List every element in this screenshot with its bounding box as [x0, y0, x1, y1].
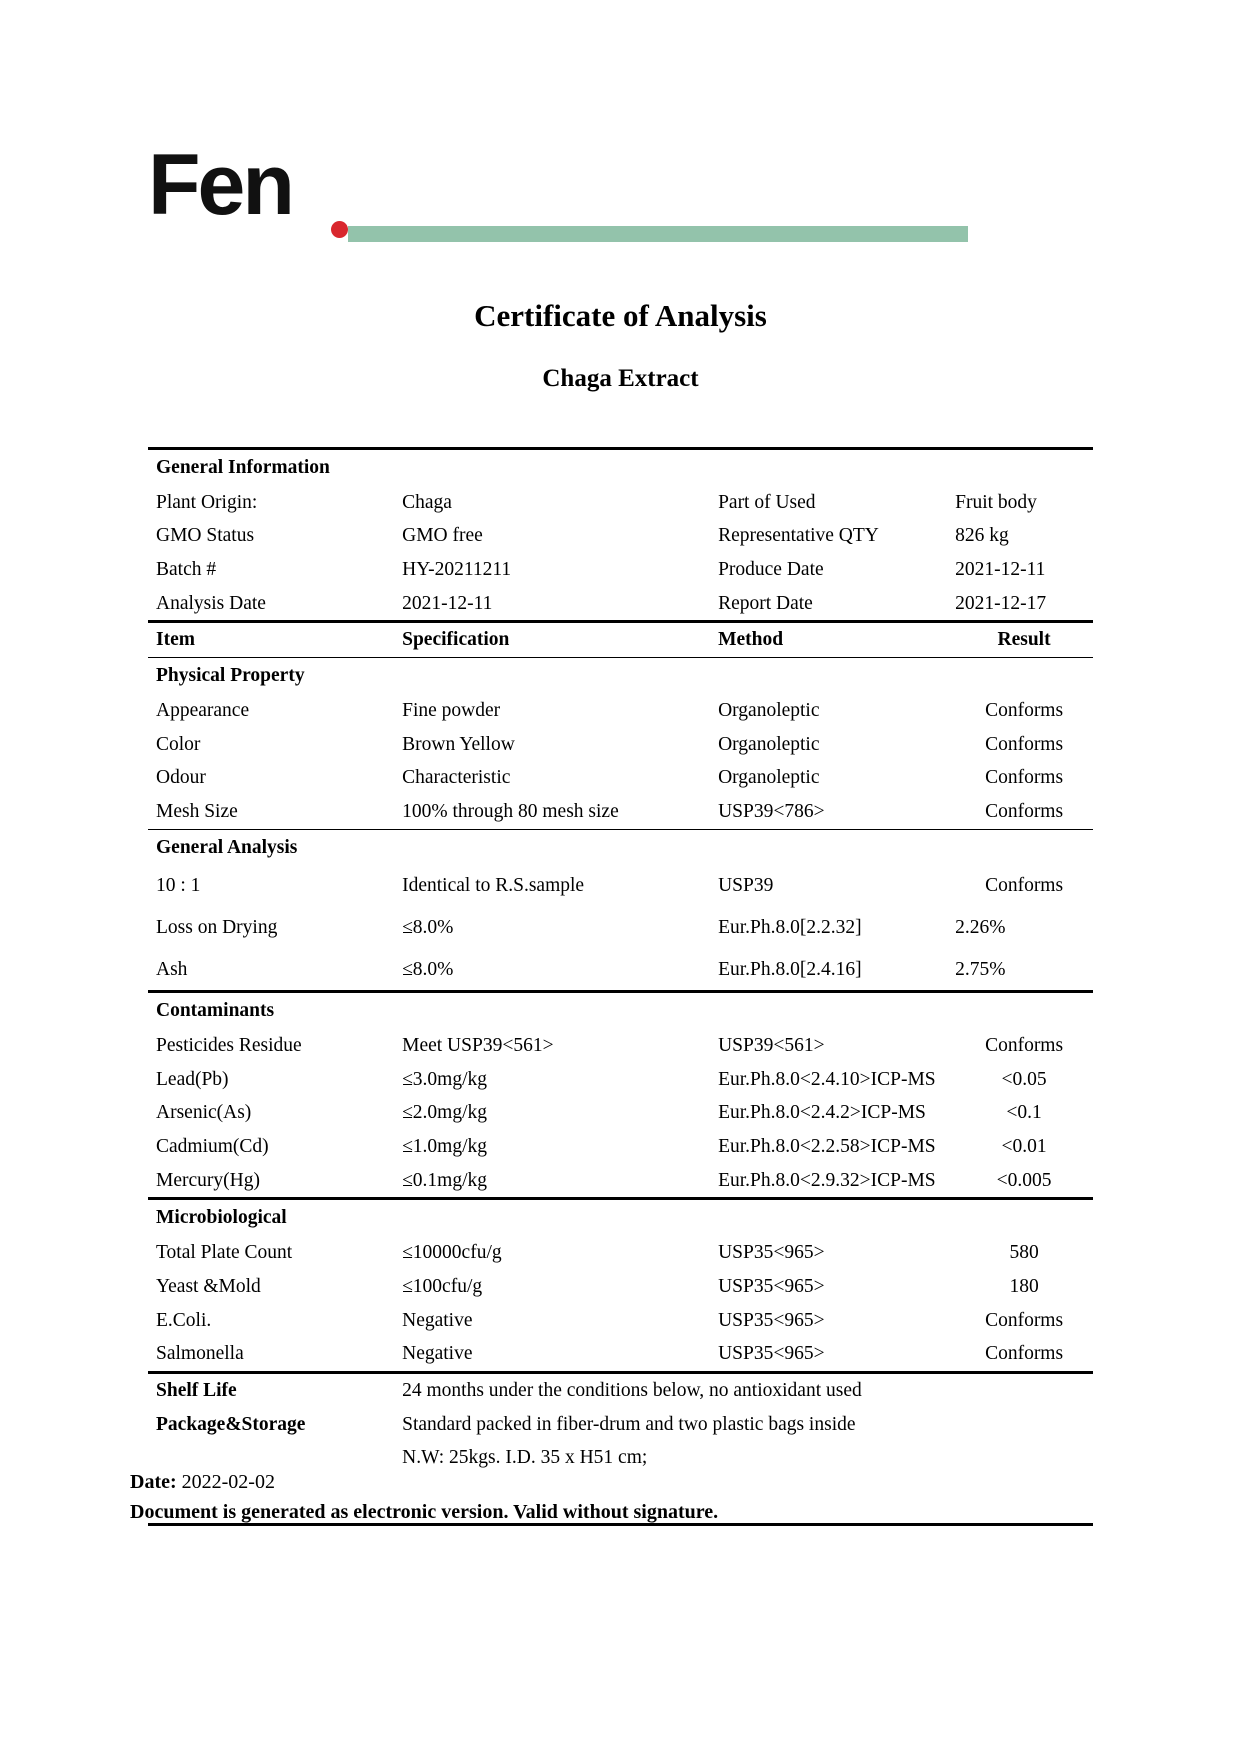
section-title: General Analysis — [148, 829, 402, 865]
logo-dot-icon — [331, 221, 348, 238]
shelf-life-row — [148, 1372, 1093, 1407]
item-name: Yeast &Mold — [156, 1275, 261, 1297]
field-label: Report Date — [718, 592, 813, 614]
table-row — [148, 907, 1093, 949]
item-name: Mercury(Hg) — [156, 1169, 260, 1191]
package-storage-value-2: N.W: 25kgs. I.D. 35 x H51 cm; — [402, 1447, 648, 1469]
item-result: Conforms — [985, 699, 1064, 721]
field-value: 2021-12-11 — [402, 592, 493, 614]
item-name: Pesticides Residue — [156, 1035, 302, 1056]
field-label: GMO Status — [156, 525, 255, 547]
table-row — [148, 795, 1093, 829]
item-spec: ≤8.0% — [402, 958, 454, 980]
field-value: 826 kg — [955, 525, 1009, 547]
document-footer — [130, 1467, 1130, 1527]
item-spec: Fine powder — [402, 699, 501, 721]
item-spec: ≤3.0mg/kg — [402, 1068, 488, 1090]
item-name: Odour — [156, 767, 206, 789]
shelf-life-label: Shelf Life — [148, 1372, 402, 1407]
package-storage-value: Standard packed in fiber-drum and two plastic bags inside — [402, 1413, 856, 1435]
item-spec: Meet USP39<561> — [402, 1035, 554, 1056]
column-header-result: Result — [955, 622, 1093, 658]
section-header-general-analysis — [148, 829, 1093, 865]
table-row — [148, 1063, 1093, 1097]
item-method: USP39<786> — [718, 800, 825, 822]
field-label: Plant Origin: — [156, 491, 258, 513]
field-value: GMO free — [402, 525, 483, 547]
logo-wordmark: Fen — [148, 137, 292, 233]
item-spec: ≤100cfu/g — [402, 1275, 483, 1297]
item-name: Ash — [156, 958, 188, 980]
table-row — [148, 486, 1093, 520]
table-row — [148, 519, 1093, 553]
section-header-contaminants — [148, 992, 1093, 1029]
item-spec: Negative — [402, 1309, 473, 1331]
item-method: USP35<965> — [718, 1275, 825, 1297]
item-method: Eur.Ph.8.0<2.9.32>ICP-MS — [718, 1169, 936, 1191]
logo-bar-icon — [348, 226, 968, 242]
item-method: USP39<561> — [718, 1035, 825, 1056]
item-spec: Negative — [402, 1343, 473, 1365]
table-row — [148, 1164, 1093, 1199]
field-value: 2021-12-17 — [955, 592, 1047, 614]
item-method: Eur.Ph.8.0<2.4.2>ICP-MS — [718, 1102, 926, 1124]
section-title: Physical Property — [148, 658, 402, 694]
page-title: Certificate of Analysis — [474, 298, 767, 333]
item-name: E.Coli. — [156, 1309, 212, 1331]
table-row — [148, 1304, 1093, 1338]
footer-date-line — [130, 1467, 1130, 1497]
item-result: 2.75% — [955, 958, 1006, 980]
item-spec: ≤10000cfu/g — [402, 1242, 502, 1264]
item-method: Eur.Ph.8.0[2.4.16] — [718, 958, 862, 980]
item-result: Conforms — [985, 1035, 1064, 1056]
item-name: Mesh Size — [156, 800, 238, 822]
field-label: Part of Used — [718, 491, 816, 513]
package-storage-label: Package&Storage — [156, 1413, 306, 1435]
item-name: Lead(Pb) — [156, 1068, 229, 1090]
field-value: HY-20211211 — [402, 559, 512, 581]
table-row — [148, 553, 1093, 587]
item-method: USP35<965> — [718, 1309, 825, 1331]
item-result: Conforms — [985, 1343, 1064, 1365]
item-result: Conforms — [985, 1309, 1064, 1331]
item-name: Salmonella — [156, 1343, 244, 1365]
item-name: Arsenic(As) — [156, 1102, 252, 1124]
item-method: Organoleptic — [718, 767, 820, 789]
section-title: General Information — [148, 449, 402, 486]
footer-note: Document is generated as electronic version. Valid without signature. — [130, 1501, 719, 1523]
item-method: USP39 — [718, 875, 774, 897]
field-label: Produce Date — [718, 559, 824, 581]
table-row — [148, 1270, 1093, 1304]
table-row — [148, 949, 1093, 992]
item-result: <0.005 — [996, 1169, 1052, 1191]
table-row — [148, 1029, 1093, 1063]
item-method: Organoleptic — [718, 733, 820, 755]
field-label: Batch # — [156, 559, 217, 581]
page-subtitle: Chaga Extract — [542, 365, 699, 392]
item-spec: Identical to R.S.sample — [402, 875, 585, 897]
item-spec: ≤8.0% — [402, 916, 454, 938]
item-result: 580 — [1009, 1242, 1039, 1264]
package-storage-row — [148, 1408, 1093, 1442]
company-logo — [148, 137, 838, 248]
item-name: Cadmium(Cd) — [156, 1136, 269, 1158]
item-name: 10 : 1 — [156, 875, 201, 897]
item-method: Eur.Ph.8.0<2.4.10>ICP-MS — [718, 1068, 936, 1090]
item-result: <0.1 — [1006, 1102, 1042, 1124]
table-row — [148, 1130, 1093, 1164]
item-spec: ≤0.1mg/kg — [402, 1169, 488, 1191]
field-value: Chaga — [402, 491, 452, 513]
coa-table — [148, 447, 1093, 1526]
field-label: Representative QTY — [718, 525, 879, 547]
item-spec: 100% through 80 mesh size — [402, 800, 619, 822]
shelf-life-value: 24 months under the conditions below, no antioxidant used — [402, 1372, 1093, 1407]
section-header-physical-property — [148, 658, 1093, 694]
item-result: 180 — [1009, 1275, 1039, 1297]
item-method: USP35<965> — [718, 1343, 825, 1365]
table-row — [148, 728, 1093, 762]
section-title: Contaminants — [148, 992, 402, 1029]
section-header-microbiological — [148, 1199, 1093, 1236]
field-value: Fruit body — [955, 491, 1037, 513]
item-result: Conforms — [985, 733, 1064, 755]
table-row — [148, 1236, 1093, 1270]
item-result: Conforms — [985, 800, 1064, 822]
item-spec: ≤1.0mg/kg — [402, 1136, 488, 1158]
item-spec: ≤2.0mg/kg — [402, 1102, 488, 1124]
table-row — [148, 865, 1093, 907]
item-result: <0.01 — [1001, 1136, 1047, 1158]
section-title: Microbiological — [148, 1199, 402, 1236]
table-row — [148, 1337, 1093, 1372]
table-row — [148, 587, 1093, 622]
table-row — [148, 1096, 1093, 1130]
item-name: Color — [156, 733, 201, 755]
item-result: <0.05 — [1001, 1068, 1047, 1090]
item-method: Organoleptic — [718, 699, 820, 721]
column-header-specification: Specification — [402, 622, 718, 658]
item-result: 2.26% — [955, 916, 1006, 938]
item-name: Appearance — [156, 699, 250, 721]
item-result: Conforms — [985, 767, 1064, 789]
item-method: USP35<965> — [718, 1242, 825, 1264]
item-name: Loss on Drying — [156, 916, 278, 938]
item-method: Eur.Ph.8.0[2.2.32] — [718, 916, 862, 938]
item-name: Total Plate Count — [156, 1242, 293, 1264]
item-spec: Brown Yellow — [402, 733, 515, 755]
column-header-method: Method — [718, 622, 955, 658]
field-label: Analysis Date — [156, 592, 266, 614]
table-row — [148, 761, 1093, 795]
column-header-item: Item — [148, 622, 402, 658]
table-row — [148, 694, 1093, 728]
date-label: Date: — [130, 1471, 177, 1493]
item-spec: Characteristic — [402, 767, 511, 789]
table-column-headers — [148, 622, 1093, 658]
field-value: 2021-12-11 — [955, 559, 1046, 581]
item-result: Conforms — [985, 875, 1064, 897]
date-value: 2022-02-02 — [181, 1471, 275, 1493]
section-header-general-information — [148, 449, 1093, 486]
item-method: Eur.Ph.8.0<2.2.58>ICP-MS — [718, 1136, 936, 1158]
